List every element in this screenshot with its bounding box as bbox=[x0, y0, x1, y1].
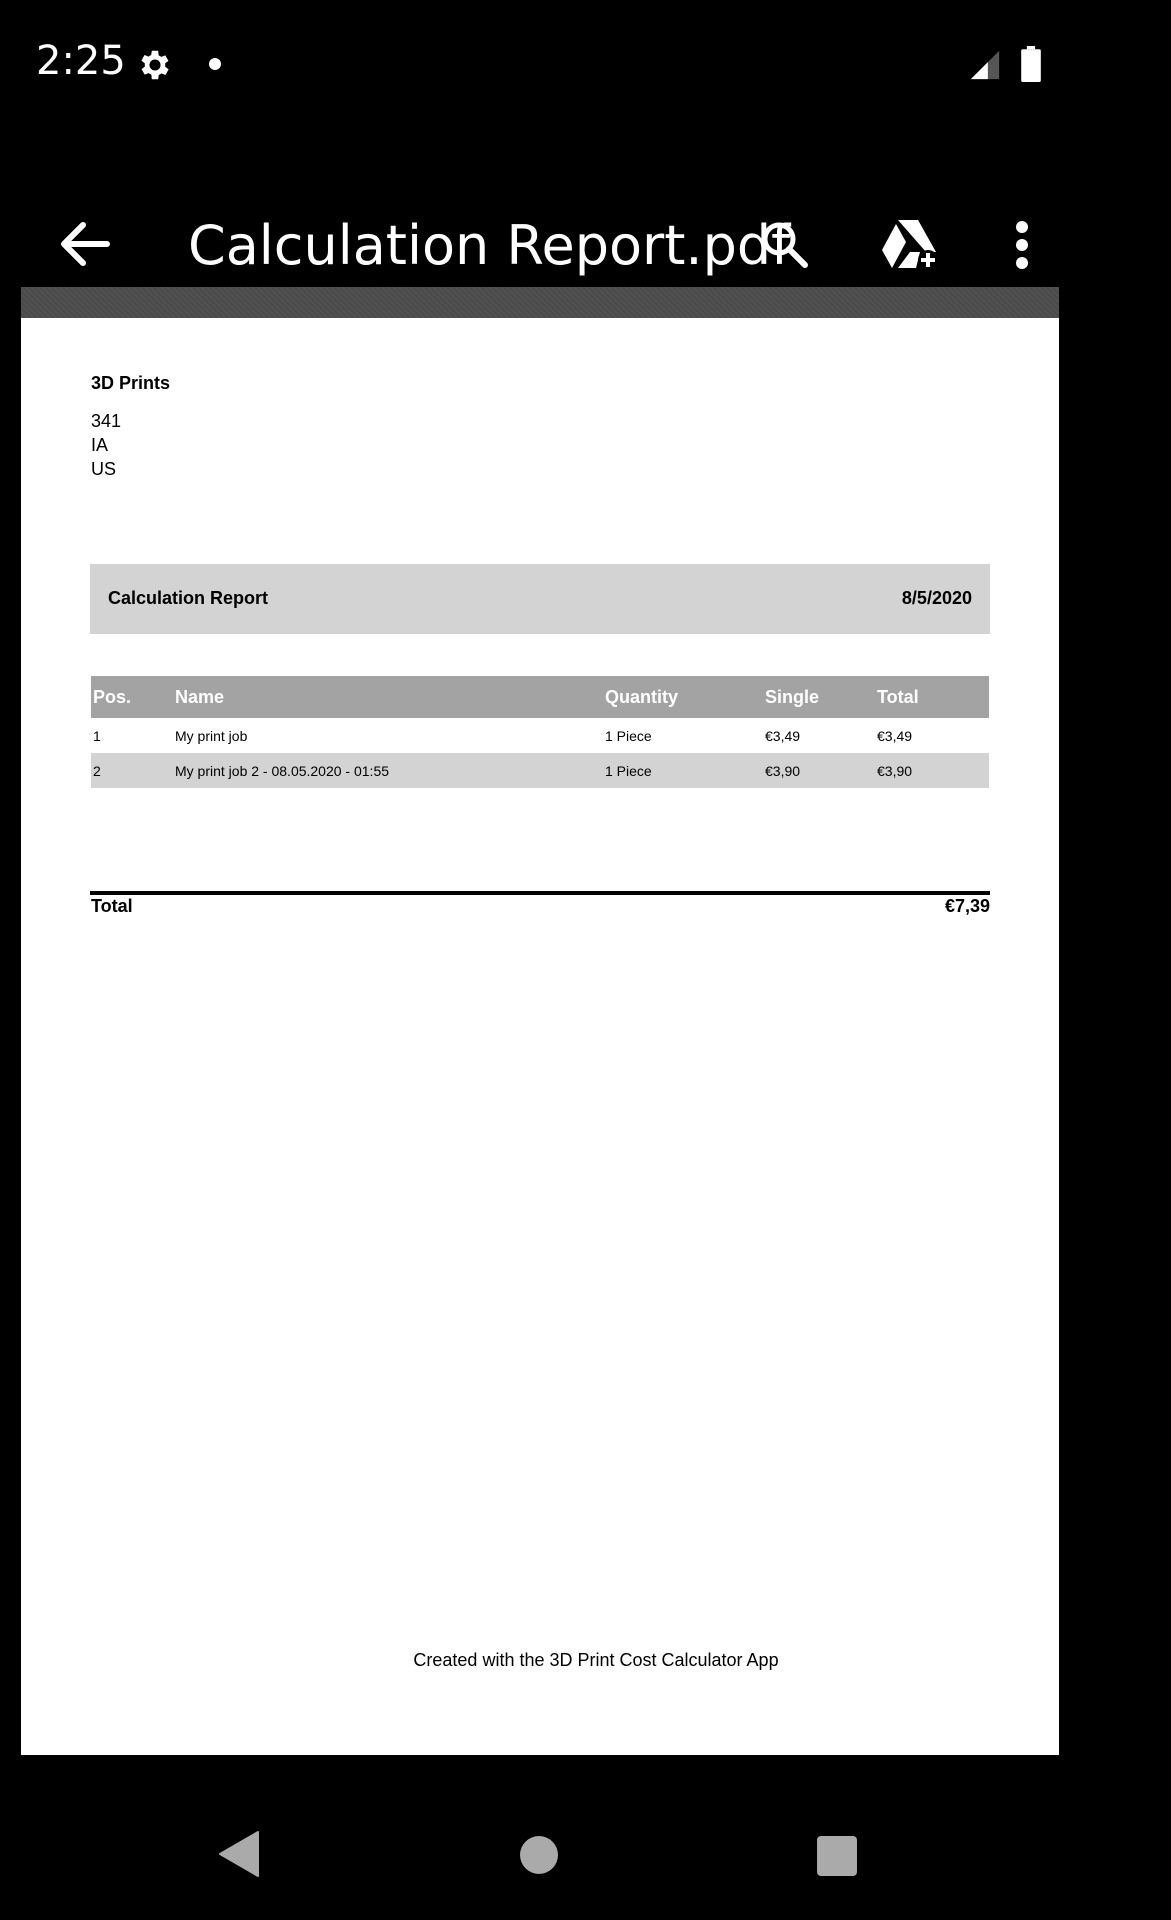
company-address-line: US bbox=[91, 459, 117, 479]
more-options-button[interactable] bbox=[1004, 214, 1040, 276]
items-table bbox=[91, 676, 989, 788]
nav-recents-button[interactable] bbox=[817, 1836, 857, 1876]
cell-signal-icon bbox=[968, 48, 1002, 82]
search-icon bbox=[759, 219, 811, 271]
back-button[interactable] bbox=[50, 216, 120, 272]
grand-total-label: Total bbox=[91, 896, 133, 916]
search-button[interactable] bbox=[754, 214, 816, 276]
report-header bbox=[90, 564, 990, 634]
cell-total: €3,90 bbox=[875, 753, 989, 788]
viewer-page-gap bbox=[21, 287, 1059, 318]
cell-name: My print job 2 - 08.05.2020 - 01:55 bbox=[173, 753, 603, 788]
cell-single: €3,49 bbox=[765, 727, 801, 744]
cell-single: €3,90 bbox=[763, 753, 875, 788]
column-header-quantity: Quantity bbox=[603, 676, 763, 718]
table-row bbox=[91, 718, 989, 753]
navigation-bar bbox=[0, 1790, 1080, 1920]
notification-dot-icon bbox=[209, 58, 221, 70]
pdf-page[interactable] bbox=[21, 318, 1059, 1755]
google-drive-add-icon bbox=[880, 218, 942, 272]
grand-total-value: €7,39 bbox=[944, 896, 990, 916]
cell-pos: 1 bbox=[93, 727, 101, 744]
app-bar bbox=[0, 200, 1080, 288]
cell-name: My print job bbox=[175, 727, 248, 744]
cell-quantity: 1 Piece bbox=[603, 753, 763, 788]
report-date: 8/5/2020 bbox=[901, 588, 972, 608]
cell-pos: 2 bbox=[91, 753, 173, 788]
arrow-left-icon bbox=[59, 221, 111, 267]
column-header-pos: Pos. bbox=[91, 676, 173, 718]
column-header-total: Total bbox=[875, 676, 989, 718]
column-header-name: Name bbox=[173, 676, 603, 718]
footer-note: Created with the 3D Print Cost Calculator App bbox=[413, 1650, 779, 1670]
column-header-single: Single bbox=[763, 676, 875, 718]
company-name: 3D Prints bbox=[91, 373, 171, 393]
nav-home-button[interactable] bbox=[520, 1836, 558, 1874]
report-title: Calculation Report bbox=[108, 588, 269, 608]
status-bar bbox=[0, 0, 1080, 130]
add-to-drive-button[interactable] bbox=[876, 214, 946, 276]
nav-back-button[interactable] bbox=[218, 1830, 260, 1878]
cell-total: €3,49 bbox=[877, 727, 913, 744]
status-time: 2:25 bbox=[36, 38, 126, 84]
company-address-line: 341 bbox=[91, 411, 122, 431]
company-address-line: IA bbox=[91, 435, 109, 455]
more-vert-icon bbox=[1015, 220, 1029, 270]
document-title: Calculation Report.pdf bbox=[188, 214, 791, 277]
table-row bbox=[91, 753, 989, 788]
battery-icon bbox=[1021, 46, 1041, 82]
table-header-row bbox=[91, 676, 989, 718]
settings-gear-icon bbox=[136, 46, 174, 84]
cell-quantity: 1 Piece bbox=[605, 727, 652, 744]
total-divider bbox=[90, 891, 990, 895]
